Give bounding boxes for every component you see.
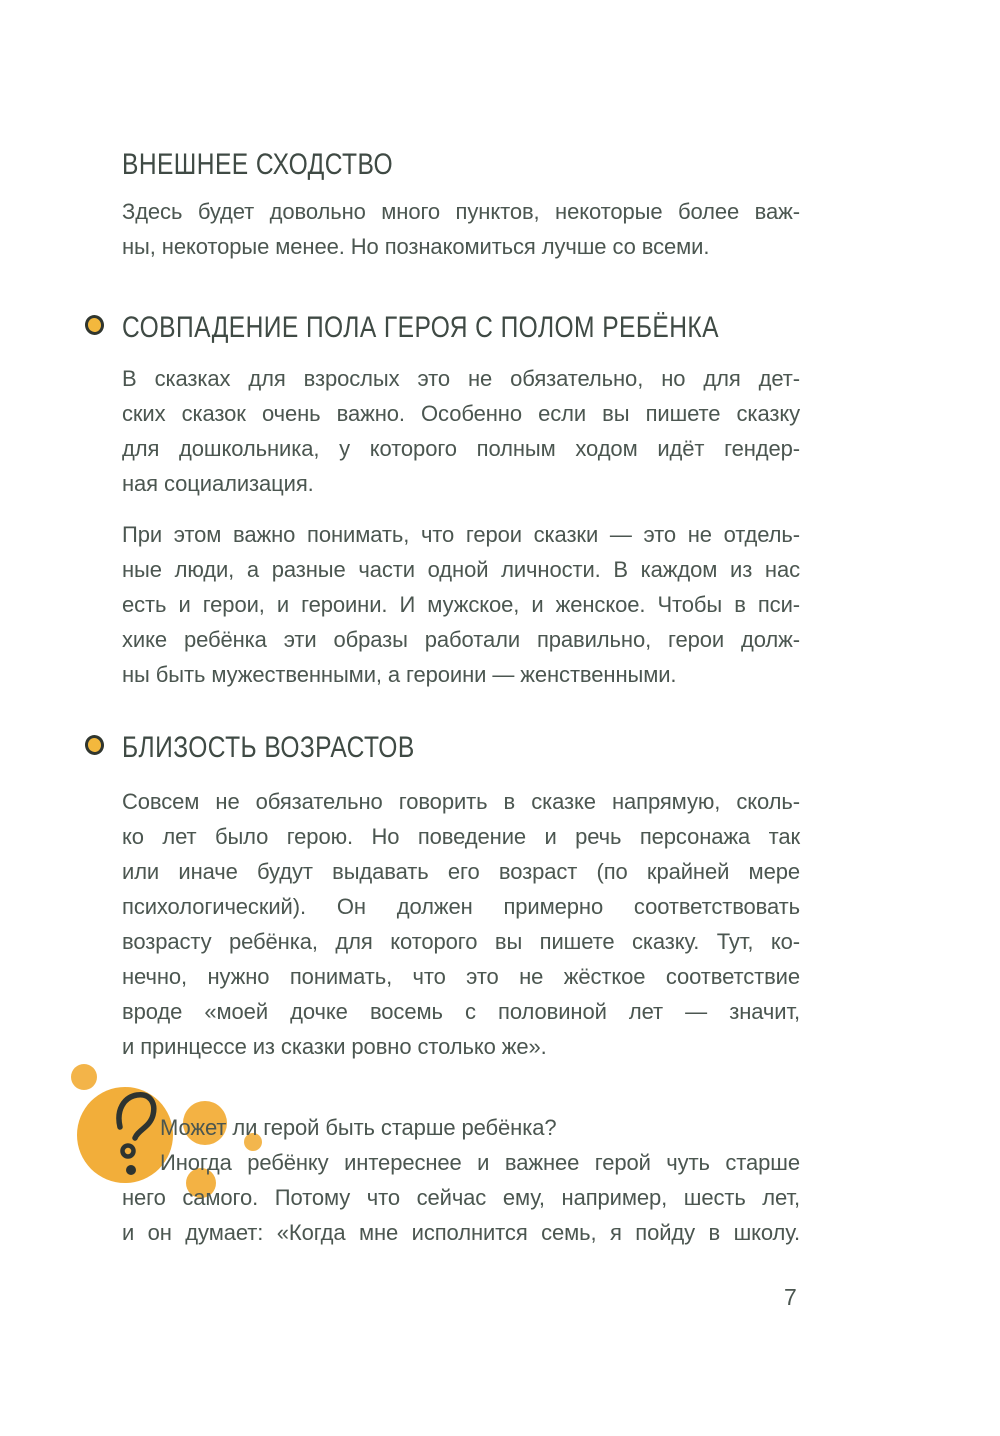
- text-line: ко лет было герою. Но поведение и речь персонажа так: [122, 824, 800, 849]
- text-line: него самого. Потому что сейчас ему, например, шесть лет,: [122, 1185, 800, 1210]
- text-line: Здесь будет довольно много пунктов, некоторые более важ-: [122, 199, 800, 224]
- page-title: [122, 148, 453, 182]
- text-line: возрасту ребёнка, для которого вы пишете сказку. Тут, ко-: [122, 929, 800, 954]
- text-line: или иначе будут выдавать его возраст (по крайней мере: [122, 859, 800, 884]
- text-line: ные люди, а разные части одной личности. В каждом из нас: [122, 557, 800, 582]
- section-heading-text: БЛИЗОСТЬ ВОЗРАСТОВ: [122, 731, 415, 764]
- text-line: хике ребёнка эти образы работали правильно, герои долж-: [122, 627, 800, 652]
- page-number: 7: [784, 1284, 797, 1310]
- section-heading-text: СОВПАДЕНИЕ ПОЛА ГЕРОЯ С ПОЛОМ РЕБЁНКА: [122, 311, 719, 344]
- text-line: ная социализация.: [122, 471, 314, 496]
- text-line: Совсем не обязательно говорить в сказке напрямую, сколь-: [122, 789, 800, 814]
- text-line: и он думает: «Когда мне исполнится семь, я пойду в школу.: [122, 1220, 800, 1245]
- yellow-dot-bullet: [83, 733, 106, 757]
- text-line: ны, некоторые менее. Но познакомиться лучше со всеми.: [122, 234, 710, 259]
- page-title-text: ВНЕШНЕЕ СХОДСТВО: [122, 148, 394, 181]
- text-line: и принцессе из сказки ровно столько же».: [122, 1034, 547, 1059]
- text-line: нечно, нужно понимать, что это не жёсткое соответствие: [122, 964, 800, 989]
- text-line: вроде «моей дочке восемь с половиной лет — значит,: [122, 999, 800, 1024]
- text-line: Может ли герой быть старше ребёнка?: [160, 1115, 557, 1140]
- question-answer-block: [122, 1110, 800, 1250]
- intro-paragraph: [122, 194, 800, 264]
- text-line: есть и герои, и героини. И мужское, и женское. Чтобы в пси-: [122, 592, 800, 617]
- section-heading-age: [122, 731, 479, 765]
- section-gender-paragraph-2: [122, 517, 800, 692]
- text-line: Иногда ребёнку интереснее и важнее герой чуть старше: [160, 1150, 800, 1175]
- text-line: При этом важно понимать, что герои сказки — это не отдель-: [122, 522, 800, 547]
- text-line: В сказках для взрослых это не обязательно, но для дет-: [122, 366, 800, 391]
- yellow-dot-bullet: [83, 313, 106, 337]
- text-line: ских сказок очень важно. Особенно если вы пишете сказку: [122, 401, 800, 426]
- text-line: психологический). Он должен примерно соответствовать: [122, 894, 800, 919]
- text-line: для дошкольника, у которого полным ходом идёт гендер-: [122, 436, 800, 461]
- text-line: ны быть мужественными, а героини — женственными.: [122, 662, 677, 687]
- section-age-paragraph: [122, 784, 800, 1064]
- section-gender-paragraph-1: [122, 361, 800, 501]
- section-heading-gender: [122, 311, 850, 345]
